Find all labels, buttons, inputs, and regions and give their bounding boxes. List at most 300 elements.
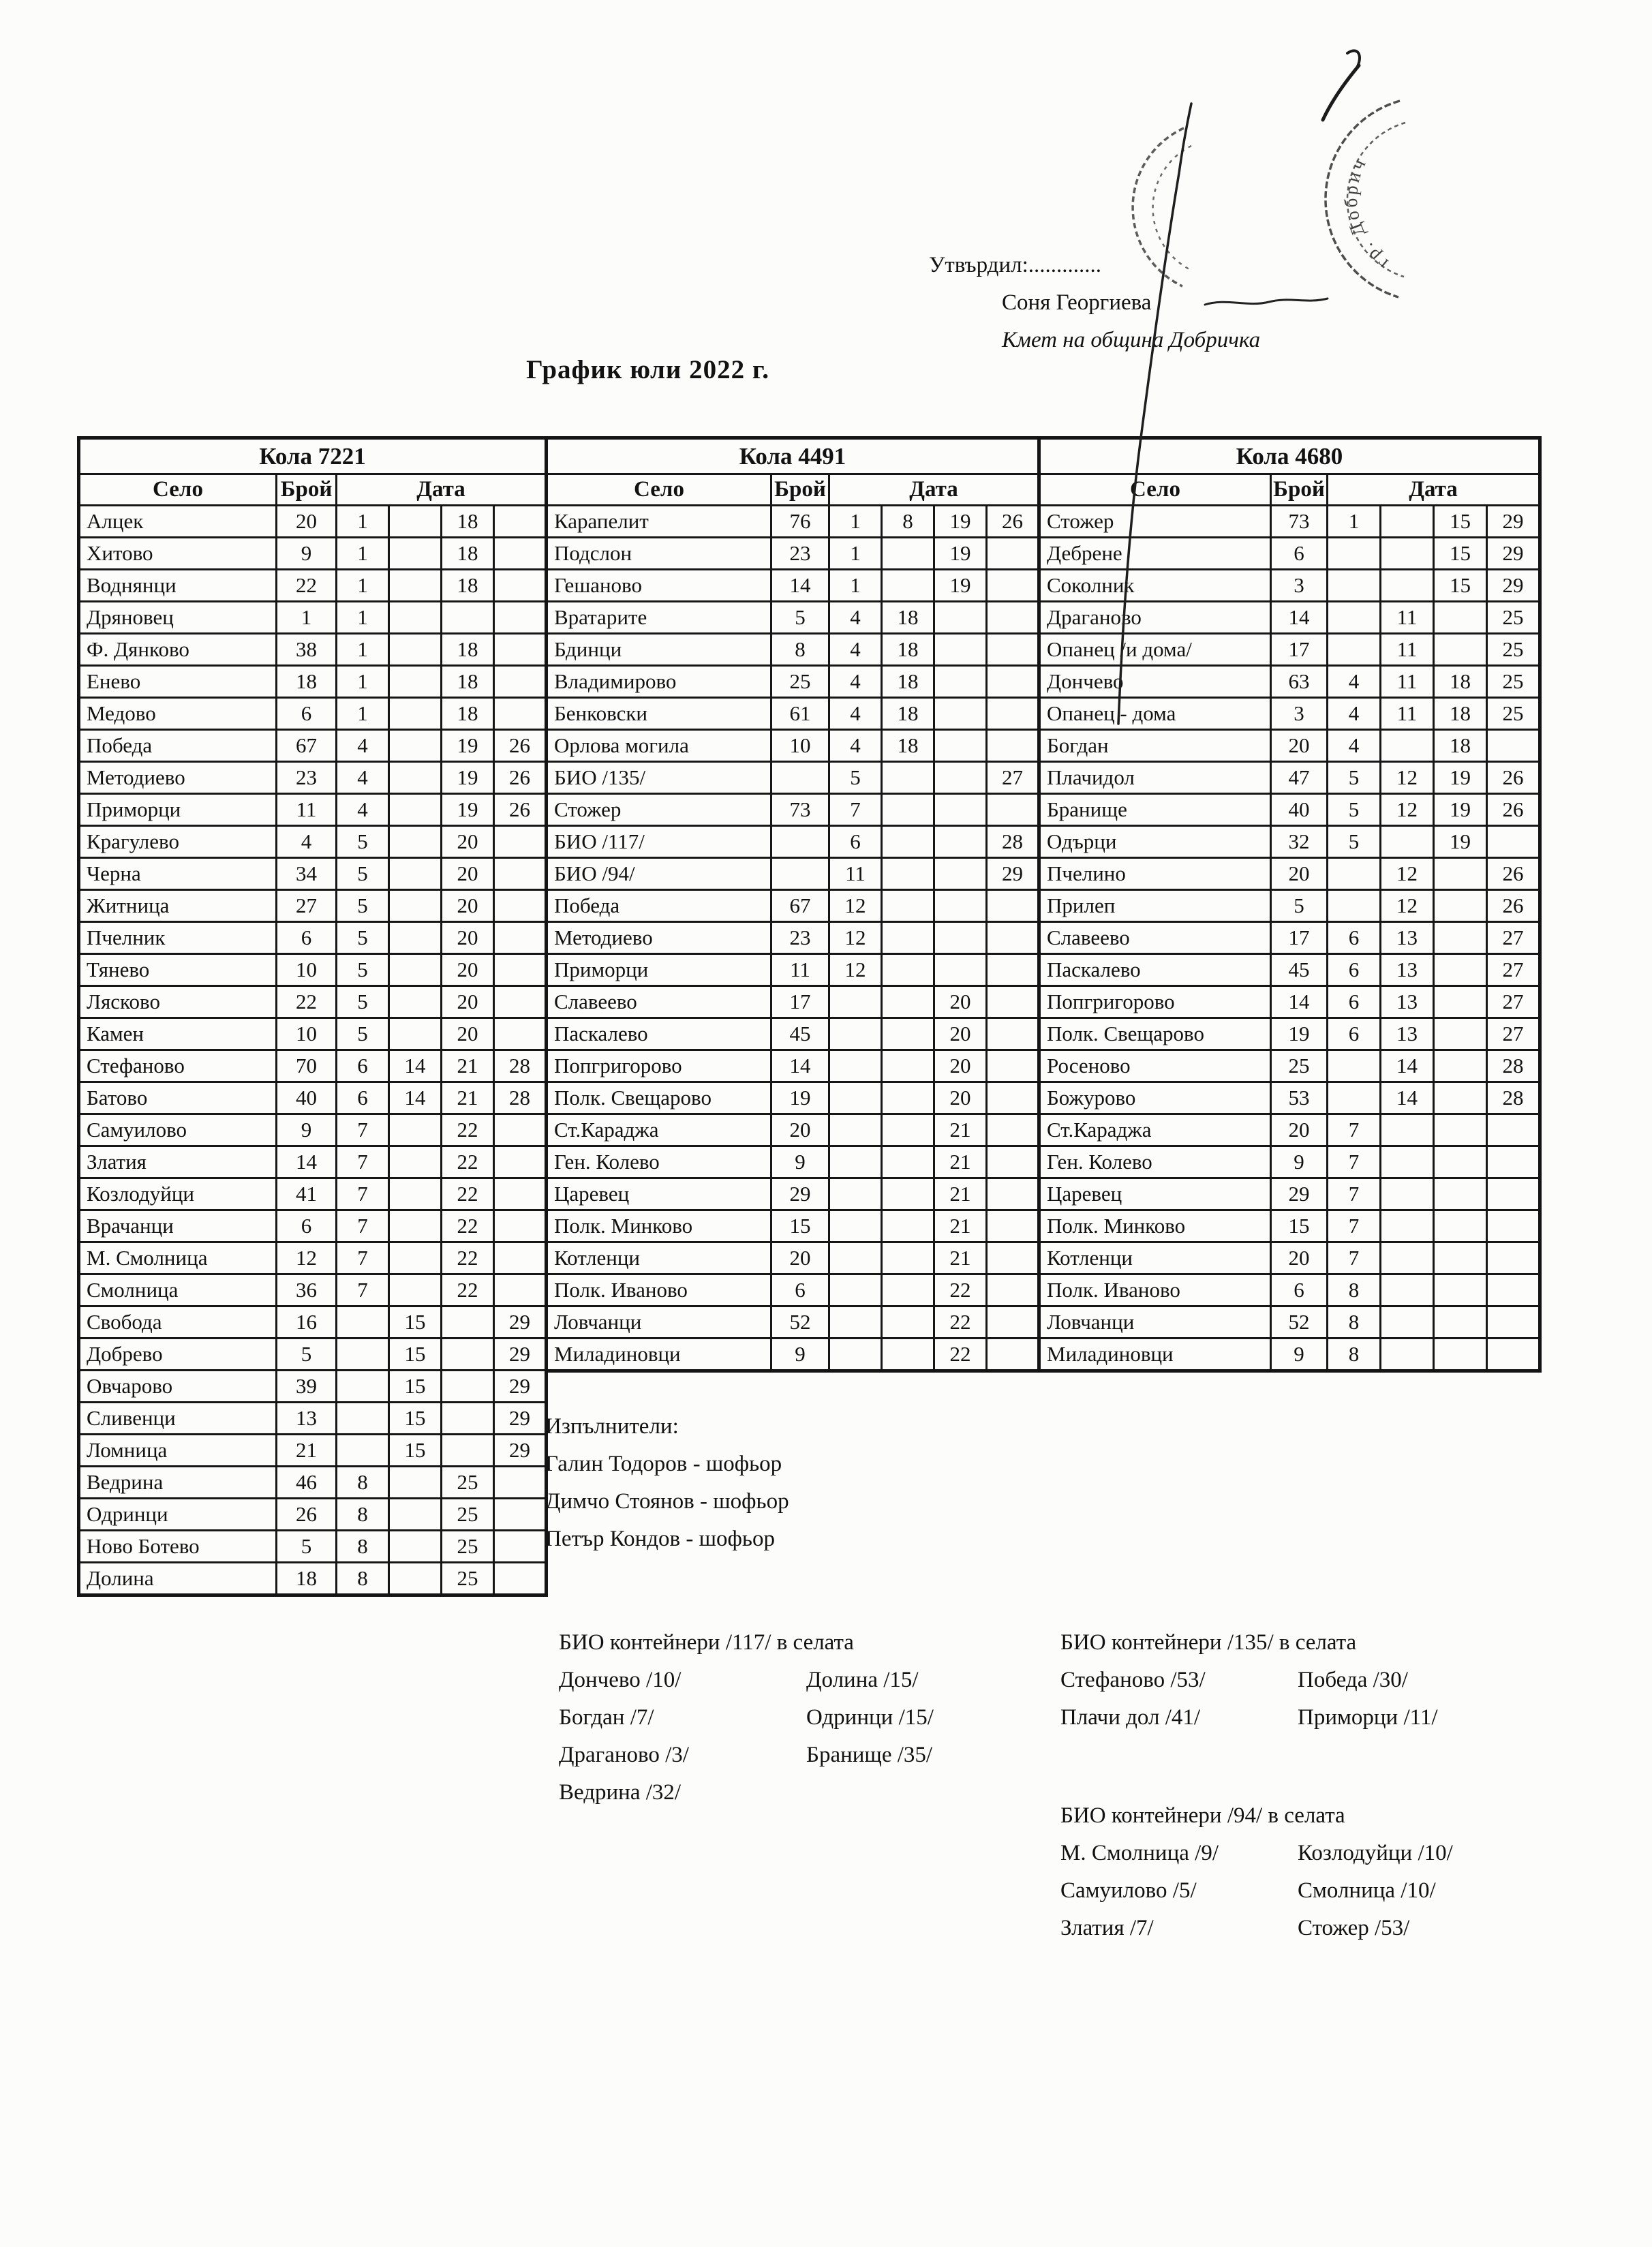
village-cell: Стожер (547, 794, 771, 826)
table-row (1039, 730, 1540, 762)
table-row (1039, 1274, 1540, 1306)
date-cell (389, 634, 442, 666)
date-cell: 7 (337, 1114, 389, 1146)
date-cell: 14 (1381, 1050, 1434, 1082)
table-row (1039, 1339, 1540, 1371)
date-cell (1487, 1210, 1540, 1242)
date-cell: 29 (494, 1435, 547, 1467)
date-cell (494, 1274, 547, 1306)
date-cell: 12 (1381, 794, 1434, 826)
date-cell (1434, 858, 1487, 890)
date-cell (389, 730, 442, 762)
date-cell: 22 (442, 1146, 494, 1178)
date-cell: 12 (829, 890, 882, 922)
village-cell: Свобода (79, 1306, 277, 1339)
date-cell (1328, 538, 1381, 570)
count-cell: 27 (277, 890, 337, 922)
date-cell (389, 1467, 442, 1499)
date-cell (337, 1371, 389, 1403)
date-cell (829, 1082, 882, 1114)
count-cell: 14 (277, 1146, 337, 1178)
date-cell (494, 858, 547, 890)
date-cell: 7 (829, 794, 882, 826)
count-cell: 23 (277, 762, 337, 794)
bio-item: М. Смолница /9/ (1060, 1841, 1219, 1865)
date-cell (1381, 1306, 1434, 1339)
date-cell: 6 (829, 826, 882, 858)
date-cell: 15 (1434, 538, 1487, 570)
count-cell: 8 (771, 634, 829, 666)
count-cell: 40 (1271, 794, 1328, 826)
village-cell: Методиево (79, 762, 277, 794)
table-row (1039, 666, 1540, 698)
village-cell: Полк. Иваново (1039, 1274, 1271, 1306)
bio-item: Приморци /11/ (1298, 1705, 1438, 1730)
date-cell: 28 (494, 1050, 547, 1082)
date-cell (389, 666, 442, 698)
table-row (1039, 1050, 1540, 1082)
date-cell (987, 890, 1039, 922)
col-header-village: Село (79, 474, 277, 506)
count-cell: 52 (1271, 1306, 1328, 1339)
date-cell: 21 (442, 1082, 494, 1114)
date-cell (494, 1178, 547, 1210)
date-cell: 19 (442, 794, 494, 826)
table-row (1039, 1178, 1540, 1210)
date-cell (829, 1210, 882, 1242)
date-cell (882, 1306, 934, 1339)
village-cell: Стожер (1039, 506, 1271, 538)
date-cell: 22 (442, 1274, 494, 1306)
count-cell: 9 (771, 1339, 829, 1371)
village-cell: Ловчанци (1039, 1306, 1271, 1339)
date-cell (987, 1114, 1039, 1146)
count-cell: 70 (277, 1050, 337, 1082)
count-cell: 67 (771, 890, 829, 922)
table-row (79, 1274, 547, 1306)
count-cell: 20 (771, 1114, 829, 1146)
count-cell: 21 (277, 1435, 337, 1467)
count-cell: 53 (1271, 1082, 1328, 1114)
count-cell: 17 (1271, 634, 1328, 666)
date-cell: 7 (1328, 1146, 1381, 1178)
date-cell: 11 (1381, 698, 1434, 730)
bio-heading: БИО контейнери /94/ в селата (1060, 1803, 1345, 1828)
date-cell (1487, 1114, 1540, 1146)
date-cell: 21 (934, 1146, 987, 1178)
count-cell: 46 (277, 1467, 337, 1499)
date-cell (882, 826, 934, 858)
village-cell: Ломница (79, 1435, 277, 1467)
date-cell (337, 1435, 389, 1467)
date-cell (1487, 730, 1540, 762)
date-cell: 1 (337, 570, 389, 602)
count-cell: 9 (1271, 1146, 1328, 1178)
date-cell (934, 890, 987, 922)
village-cell: Соколник (1039, 570, 1271, 602)
date-cell (987, 1146, 1039, 1178)
village-cell: Алцек (79, 506, 277, 538)
village-cell: Бранище (1039, 794, 1271, 826)
date-cell: 25 (1487, 666, 1540, 698)
village-cell: Овчарово (79, 1371, 277, 1403)
date-cell: 1 (829, 506, 882, 538)
date-cell (987, 666, 1039, 698)
date-cell: 7 (337, 1242, 389, 1274)
table-row (547, 986, 1039, 1018)
table-row (1039, 634, 1540, 666)
date-cell (882, 570, 934, 602)
date-cell (1487, 1178, 1540, 1210)
date-cell (442, 1435, 494, 1467)
date-cell: 12 (829, 922, 882, 954)
date-cell: 20 (934, 1050, 987, 1082)
date-cell (494, 1210, 547, 1242)
count-cell: 39 (277, 1371, 337, 1403)
date-cell: 18 (442, 538, 494, 570)
table-row (1039, 1018, 1540, 1050)
date-cell: 19 (934, 570, 987, 602)
count-cell: 14 (771, 1050, 829, 1082)
table-row (1039, 954, 1540, 986)
date-cell: 4 (1328, 666, 1381, 698)
table-row (547, 1306, 1039, 1339)
date-cell: 7 (337, 1146, 389, 1178)
village-cell: Методиево (547, 922, 771, 954)
table-row (79, 1339, 547, 1371)
bio-section-135 (1060, 1623, 1438, 1737)
village-cell: Ген. Колево (547, 1146, 771, 1178)
count-cell: 38 (277, 634, 337, 666)
date-cell: 11 (1381, 602, 1434, 634)
date-cell: 25 (1487, 634, 1540, 666)
date-cell (987, 1082, 1039, 1114)
col-header-count: Брой (277, 474, 337, 506)
count-cell: 9 (1271, 1339, 1328, 1371)
village-cell: Пчелино (1039, 858, 1271, 890)
village-cell: Орлова могила (547, 730, 771, 762)
date-cell (987, 538, 1039, 570)
table-row (79, 1403, 547, 1435)
table-row (547, 538, 1039, 570)
date-cell: 8 (882, 506, 934, 538)
date-cell: 1 (1328, 506, 1381, 538)
date-cell: 18 (882, 730, 934, 762)
village-cell: Пчелник (79, 922, 277, 954)
table-row (79, 954, 547, 986)
date-cell (442, 1371, 494, 1403)
date-cell: 21 (934, 1178, 987, 1210)
table-title: Кола 4680 (1039, 438, 1540, 474)
bio-right-column (806, 1662, 934, 1812)
date-cell (494, 826, 547, 858)
date-cell: 18 (442, 666, 494, 698)
count-cell: 9 (277, 1114, 337, 1146)
count-cell: 5 (1271, 890, 1328, 922)
date-cell: 1 (337, 666, 389, 698)
date-cell: 18 (882, 666, 934, 698)
date-cell: 20 (934, 986, 987, 1018)
date-cell (1381, 1114, 1434, 1146)
date-cell: 22 (934, 1306, 987, 1339)
date-cell (1434, 954, 1487, 986)
table-row (547, 1339, 1039, 1371)
count-cell: 29 (771, 1178, 829, 1210)
village-cell: Козлодуйци (79, 1178, 277, 1210)
date-cell (987, 986, 1039, 1018)
date-cell: 13 (1381, 954, 1434, 986)
date-cell: 4 (829, 634, 882, 666)
date-cell (829, 986, 882, 1018)
stamp-arc-icon (1326, 101, 1400, 297)
date-cell: 29 (494, 1371, 547, 1403)
col-header-count: Брой (1271, 474, 1328, 506)
village-cell: Вратарите (547, 602, 771, 634)
date-cell: 11 (829, 858, 882, 890)
date-cell: 26 (494, 794, 547, 826)
date-cell (1434, 1210, 1487, 1242)
table-row (1039, 826, 1540, 858)
col-header-village: Село (1039, 474, 1271, 506)
date-cell: 8 (337, 1563, 389, 1595)
village-cell: Котленци (1039, 1242, 1271, 1274)
date-cell: 28 (1487, 1082, 1540, 1114)
page-title: График юли 2022 г. (526, 355, 769, 384)
date-cell: 27 (1487, 922, 1540, 954)
count-cell (771, 858, 829, 890)
table-row (547, 698, 1039, 730)
date-cell: 20 (442, 954, 494, 986)
village-cell: Крагулево (79, 826, 277, 858)
village-cell: Дряновец (79, 602, 277, 634)
date-cell: 22 (442, 1114, 494, 1146)
date-cell (829, 1114, 882, 1146)
date-cell (1434, 634, 1487, 666)
date-cell: 1 (337, 602, 389, 634)
table-row (1039, 1082, 1540, 1114)
date-cell (1328, 570, 1381, 602)
date-cell (1434, 1274, 1487, 1306)
col-header-village: Село (547, 474, 771, 506)
date-cell (389, 538, 442, 570)
village-cell: Полк. Иваново (547, 1274, 771, 1306)
table-row (547, 794, 1039, 826)
bio-left-column (1060, 1662, 1298, 1737)
date-cell (987, 1274, 1039, 1306)
count-cell: 17 (1271, 922, 1328, 954)
table-row (79, 1499, 547, 1531)
date-cell (389, 922, 442, 954)
count-cell: 63 (1271, 666, 1328, 698)
date-cell: 21 (934, 1242, 987, 1274)
village-cell: Сливенци (79, 1403, 277, 1435)
bio-section-117 (559, 1623, 934, 1812)
table-row (79, 1306, 547, 1339)
village-cell: Черна (79, 858, 277, 890)
date-cell: 26 (494, 730, 547, 762)
date-cell (1434, 1114, 1487, 1146)
count-cell: 20 (1271, 730, 1328, 762)
table-row (547, 1082, 1039, 1114)
date-cell (1328, 602, 1381, 634)
village-cell: Котленци (547, 1242, 771, 1274)
date-cell: 29 (494, 1306, 547, 1339)
bio-item: Стефаново /53/ (1060, 1668, 1206, 1692)
date-cell (1487, 1146, 1540, 1178)
table-row (79, 666, 547, 698)
table-body (547, 506, 1039, 1371)
date-cell (829, 1050, 882, 1082)
count-cell: 14 (1271, 986, 1328, 1018)
date-cell: 18 (442, 506, 494, 538)
date-cell (1487, 1339, 1540, 1371)
table-row (79, 1435, 547, 1467)
stamp-arc-icon (1347, 123, 1405, 277)
date-cell: 18 (1434, 730, 1487, 762)
date-cell: 8 (337, 1499, 389, 1531)
date-cell (829, 1242, 882, 1274)
table-row (547, 1210, 1039, 1242)
date-cell: 6 (337, 1050, 389, 1082)
date-cell (1381, 506, 1434, 538)
table-row (547, 1146, 1039, 1178)
date-cell (1487, 1242, 1540, 1274)
date-cell (987, 922, 1039, 954)
date-cell (1434, 986, 1487, 1018)
village-cell: Ст.Караджа (1039, 1114, 1271, 1146)
village-cell: М. Смолница (79, 1242, 277, 1274)
date-cell (987, 570, 1039, 602)
date-cell (987, 698, 1039, 730)
table-kola-4680 (1037, 436, 1542, 1373)
count-cell: 10 (771, 730, 829, 762)
date-cell (934, 666, 987, 698)
table-row (79, 1050, 547, 1082)
date-cell: 26 (1487, 858, 1540, 890)
table-row (547, 602, 1039, 634)
date-cell (934, 954, 987, 986)
date-cell (494, 1114, 547, 1146)
date-cell: 28 (987, 826, 1039, 858)
village-cell: Росеново (1039, 1050, 1271, 1082)
table-row (79, 730, 547, 762)
date-cell: 19 (934, 538, 987, 570)
date-cell (882, 1114, 934, 1146)
date-cell (1381, 826, 1434, 858)
date-cell: 4 (337, 730, 389, 762)
table-row (79, 1146, 547, 1178)
count-cell: 3 (1271, 570, 1328, 602)
village-cell: Паскалево (547, 1018, 771, 1050)
village-cell: Приморци (547, 954, 771, 986)
approval-block (929, 247, 1260, 359)
date-cell (1434, 1306, 1487, 1339)
village-cell: Славеево (547, 986, 771, 1018)
date-cell: 20 (442, 1018, 494, 1050)
count-cell: 15 (771, 1210, 829, 1242)
date-cell (934, 858, 987, 890)
date-cell (1381, 1210, 1434, 1242)
date-cell (494, 1499, 547, 1531)
date-cell: 26 (1487, 794, 1540, 826)
date-cell: 15 (1434, 570, 1487, 602)
date-cell: 22 (934, 1274, 987, 1306)
table-row (547, 762, 1039, 794)
table-row (79, 1082, 547, 1114)
date-cell (1434, 1018, 1487, 1050)
count-cell: 1 (277, 602, 337, 634)
table-row (79, 1467, 547, 1499)
date-cell (882, 794, 934, 826)
village-cell: Хитово (79, 538, 277, 570)
date-cell: 7 (1328, 1210, 1381, 1242)
date-cell: 7 (1328, 1178, 1381, 1210)
village-cell: Попгригорово (547, 1050, 771, 1082)
date-cell: 1 (829, 538, 882, 570)
village-cell: Воднянци (79, 570, 277, 602)
table-row (1039, 1146, 1540, 1178)
count-cell: 52 (771, 1306, 829, 1339)
date-cell (494, 986, 547, 1018)
date-cell: 13 (1381, 1018, 1434, 1050)
date-cell (494, 1467, 547, 1499)
village-cell: Плачидол (1039, 762, 1271, 794)
village-cell: Ловчанци (547, 1306, 771, 1339)
signature-stroke-icon (1323, 65, 1359, 120)
date-cell: 8 (1328, 1306, 1381, 1339)
date-cell: 18 (882, 602, 934, 634)
date-cell: 5 (337, 890, 389, 922)
bio-item: Козлодуйци /10/ (1298, 1841, 1453, 1865)
village-cell: Стефаново (79, 1050, 277, 1082)
table-kola-4491 (545, 436, 1041, 1373)
village-cell: Опанец - дома (1039, 698, 1271, 730)
date-cell (987, 634, 1039, 666)
count-cell: 9 (771, 1146, 829, 1178)
date-cell: 4 (1328, 730, 1381, 762)
count-cell: 26 (277, 1499, 337, 1531)
table-row (547, 666, 1039, 698)
date-cell (934, 794, 987, 826)
table-row (1039, 986, 1540, 1018)
date-cell (987, 1242, 1039, 1274)
table-row (1039, 506, 1540, 538)
date-cell (442, 1306, 494, 1339)
count-cell: 22 (277, 570, 337, 602)
count-cell: 14 (771, 570, 829, 602)
date-cell (987, 730, 1039, 762)
date-cell: 12 (829, 954, 882, 986)
village-cell: Тянево (79, 954, 277, 986)
date-cell: 7 (1328, 1242, 1381, 1274)
executors-block (545, 1408, 789, 1558)
date-cell (882, 954, 934, 986)
count-cell: 41 (277, 1178, 337, 1210)
table-row (79, 922, 547, 954)
table-kola-7221 (77, 436, 548, 1597)
date-cell (389, 986, 442, 1018)
date-cell: 20 (442, 890, 494, 922)
table-row (79, 890, 547, 922)
table-row (79, 1018, 547, 1050)
count-cell: 73 (771, 794, 829, 826)
village-cell: Лясково (79, 986, 277, 1018)
date-cell: 25 (1487, 698, 1540, 730)
table-row (1039, 698, 1540, 730)
date-cell: 27 (1487, 1018, 1540, 1050)
date-cell (442, 1403, 494, 1435)
count-cell: 22 (277, 986, 337, 1018)
